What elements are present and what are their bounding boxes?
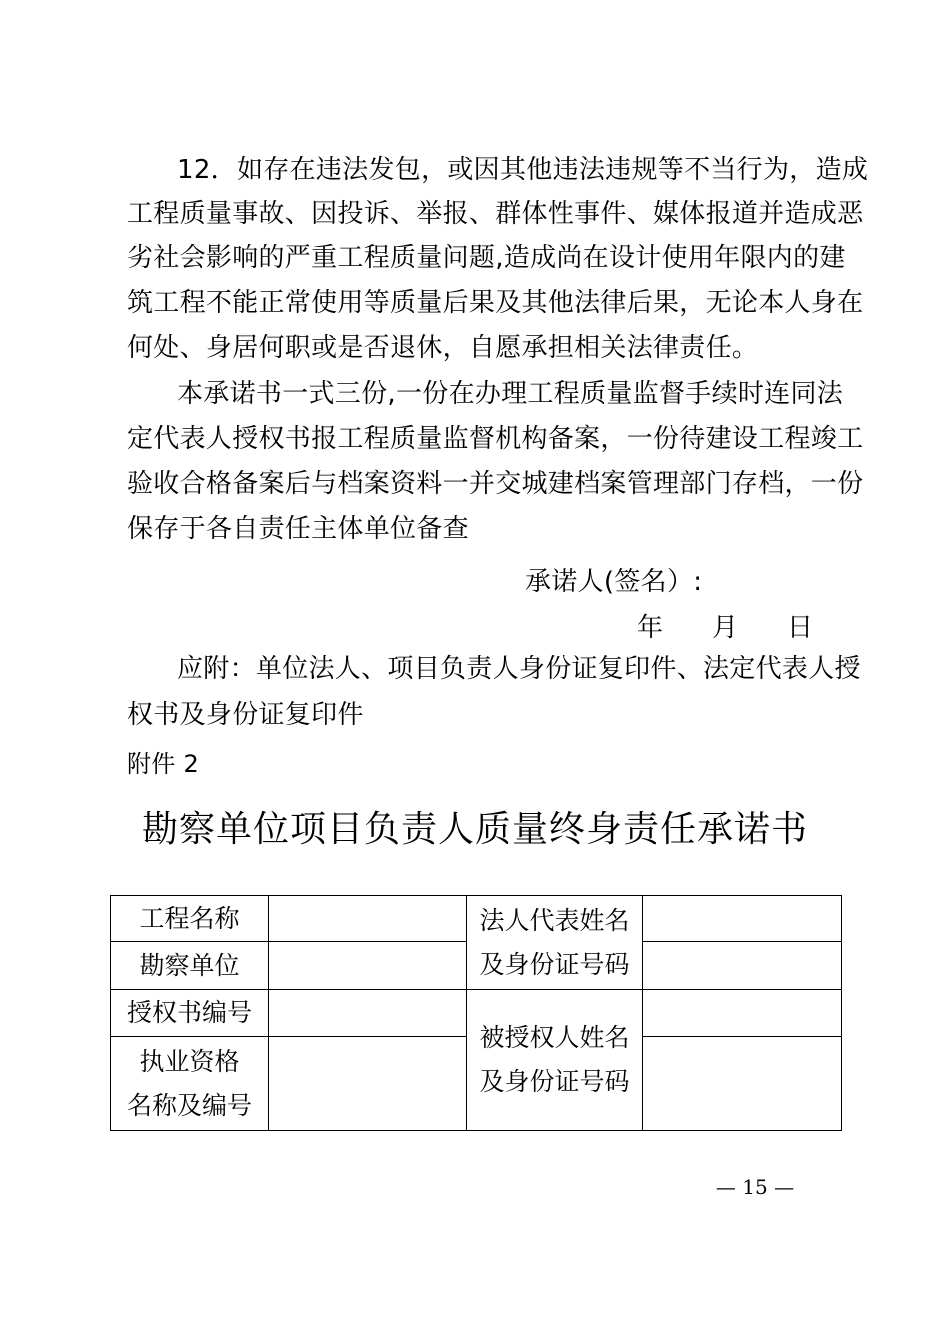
clause-12-line: 工程质量事故、因投诉、举报、群体性事件、媒体报道并造成恶 [127,199,864,229]
field-authorized-person-name [643,990,842,1037]
attachment-note-line: 权书及身份证复印件 [127,700,364,730]
field-legal-representative-id [643,942,842,990]
label-line: 被授权人姓名 [479,1023,630,1052]
copies-paragraph-line: 定代表人授权书报工程质量监督机构备案，一份待建设工程竣工 [127,424,864,454]
label-line: 法人代表姓名 [479,905,630,935]
label-survey-unit: 勘察单位 [111,942,269,990]
label-line: 执业资格 [139,1046,240,1076]
copies-paragraph-line: 验收合格备案后与档案资料一并交城建档案管理部门存档，一份 [127,469,864,499]
promisor-signature-label: 承诺人(签名）: [525,567,703,597]
clause-12-line: 劣社会影响的严重工程质量问题,造成尚在设计使用年限内的建 [127,243,846,273]
document-title: 勘察单位项目负责人质量终身责任承诺书 [141,809,808,850]
label-line: 名称及编号 [126,1090,252,1120]
label-authorization-number: 授权书编号 [111,990,269,1037]
field-authorized-person-id [643,1037,842,1131]
date-month-label: 月 [712,613,739,643]
attachment-note-line: 应附：单位法人、项目负责人身份证复印件、法定代表人授 [177,654,861,684]
label-project-name: 工程名称 [111,896,269,942]
label-authorized-person [467,990,643,1131]
field-project-name [269,896,467,942]
label-line: 及身份证号码 [479,949,630,979]
date-day-label: 日 [787,613,814,643]
field-authorization-number [269,990,467,1037]
label-qualification [111,1037,269,1131]
page-number: — 15 — [715,1175,795,1199]
clause-12-line: 筑工程不能正常使用等质量后果及其他法律后果，无论本人身在 [127,288,864,318]
clause-12-line: 何处、身居何职或是否退休，自愿承担相关法律责任。 [127,333,759,363]
label-legal-representative [467,896,643,990]
clause-12-line: 12．如存在违法发包，或因其他违法违规等不当行为，造成 [177,155,869,185]
commitment-form-table [110,895,842,1131]
copies-paragraph-line: 本承诺书一式三份,一份在办理工程质量监督手续时连同法 [177,379,844,409]
field-qualification [269,1037,467,1131]
copies-paragraph-line: 保存于各自责任主体单位备查 [127,514,469,544]
field-survey-unit [269,942,467,990]
date-year-label: 年 [637,613,664,643]
field-legal-representative-name [643,896,842,942]
attachment-label: 附件 2 [127,750,200,778]
label-line: 及身份证号码 [479,1067,630,1096]
